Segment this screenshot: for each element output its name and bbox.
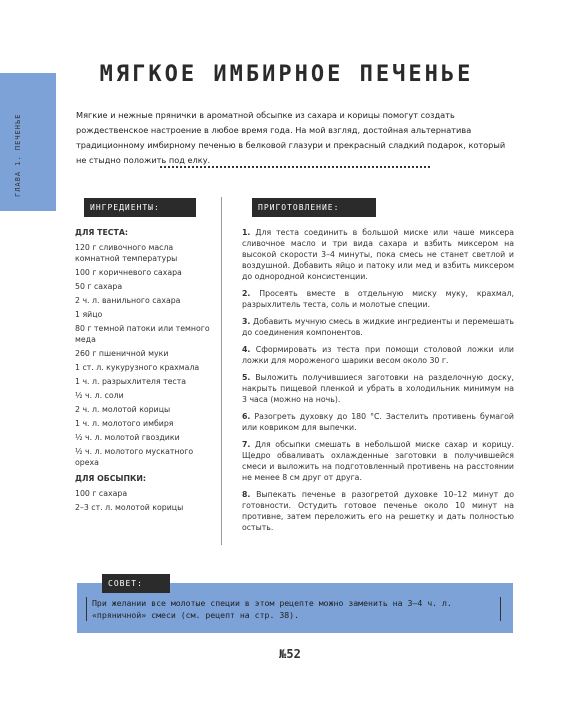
step-number: 7.: [242, 440, 251, 449]
ingredient-item: 50 г сахара: [75, 282, 123, 291]
page-number: №52: [279, 647, 301, 661]
ingredient-item: 80 г темной патоки или темного меда: [75, 324, 210, 344]
ingredient-item: ½ ч. л. молотой гвоздики: [75, 433, 180, 442]
ingredients-list: [75, 227, 215, 516]
dotted-divider: [160, 166, 430, 168]
step-number: 4.: [242, 345, 251, 354]
ingredient-item: 1 яйцо: [75, 310, 103, 319]
step-item: [242, 227, 514, 282]
page-title: МЯГКОЕ ИМБИРНОЕ ПЕЧЕНЬЕ: [99, 62, 474, 87]
ingredient-item: ½ ч. л. молотого мускатного ореха: [75, 447, 194, 467]
preparation-label: ПРИГОТОВЛЕНИЕ:: [252, 198, 376, 217]
ingredient-item: 120 г сливочного масла комнатной температуры: [75, 243, 178, 263]
step-text: Выложить получившиеся заготовки на разделочную доску, накрыть пищевой пленкой и убрать в холодильник минимум на 3 часа (можно на ночь).: [242, 373, 514, 404]
step-text: Сформировать из теста при помощи столовой ложки или ложки для мороженого шарики весом около 30 г.: [242, 345, 514, 365]
step-number: 6.: [242, 412, 251, 421]
step-item: [242, 316, 514, 338]
step-item: [242, 344, 514, 366]
ingredient-item: 2 ч. л. ванильного сахара: [75, 296, 181, 305]
step-text: Просеять вместе в отдельную миску муку, крахмал, разрыхлитель теста, соль и молотые специи.: [242, 289, 514, 309]
preparation-steps: [242, 227, 514, 539]
chapter-label: ГЛАВА 1. ПЕЧЕНЬЕ: [14, 113, 22, 197]
step-text: Для теста соединить в большой миске или чаше миксера сливочное масло и три вида сахара и взбить миксером на высокой скорости 3–4 минуты, пока смесь не станет светлой и воздушной. Добавить яйцо и патоку или мед и взбить миксером до однородной консистенции.: [242, 228, 514, 281]
ingredients-label: ИНГРЕДИЕНТЫ:: [84, 198, 196, 217]
step-text: Разогреть духовку до 180 °С. Застелить противень бумагой или ковриком для выпечки.: [242, 412, 514, 432]
dough-header: ДЛЯ ТЕСТА:: [75, 228, 128, 237]
ingredient-item: 2 ч. л. молотой корицы: [75, 405, 171, 414]
step-number: 3.: [242, 317, 251, 326]
ingredient-item: 260 г пшеничной муки: [75, 349, 169, 358]
ingredient-item: 100 г коричневого сахара: [75, 268, 182, 277]
tip-text: При желании все молотые специи в этом рецепте можно заменить на 3–4 ч. л. «пряничной» смеси (см. рецепт на стр. 38).: [92, 598, 452, 620]
step-item: [242, 288, 514, 310]
ingredient-item: 1 ст. л. кукурузного крахмала: [75, 363, 200, 372]
step-number: 1.: [242, 228, 251, 237]
tip-label: СОВЕТ:: [102, 574, 170, 593]
ingredient-item: 2–3 ст. л. молотой корицы: [75, 503, 184, 512]
ingredient-item: 1 ч. л. разрыхлителя теста: [75, 377, 187, 386]
tip-left-bar: [86, 597, 87, 621]
step-item: [242, 372, 514, 405]
dough-items: [75, 242, 215, 468]
ingredient-item: 1 ч. л. молотого имбиря: [75, 419, 174, 428]
step-text: Добавить мучную смесь в жидкие ингредиенты и перемешать до соединения компонентов.: [242, 317, 514, 337]
intro-paragraph: Мягкие и нежные прянички в ароматной обсыпке из сахара и корицы помогут создать рождественское настроение в любое время года. На мой взгляд, достойная альтернатива традиционному имбирному печенью в белковой глазури и прекрасный сладкий подарок, который не стыдно положить под елку.: [76, 110, 506, 165]
step-number: 5.: [242, 373, 251, 382]
step-text: Для обсыпки смешать в небольшой миске сахар и корицу. Щедро обваливать охлажденные заготовки в получившейся смеси и выложить на подготовленный противень на расстоянии не менее 8 см друг от друга.: [242, 440, 514, 482]
step-number: 2.: [242, 289, 251, 298]
ingredient-item: 100 г сахара: [75, 489, 128, 498]
coating-header: ДЛЯ ОБСЫПКИ:: [75, 474, 147, 483]
coating-items: [75, 488, 215, 513]
step-number: 8.: [242, 490, 251, 499]
ingredient-item: ½ ч. л. соли: [75, 391, 124, 400]
column-divider: [221, 197, 222, 545]
step-text: Выпекать печенье в разогретой духовке 10–12 минут до готовности. Остудить готовое печенье около 10 минут на противне, затем переложить его на решетку и дать полностью остыть.: [242, 490, 514, 532]
step-item: [242, 439, 514, 483]
step-item: [242, 489, 514, 533]
step-item: [242, 411, 514, 433]
